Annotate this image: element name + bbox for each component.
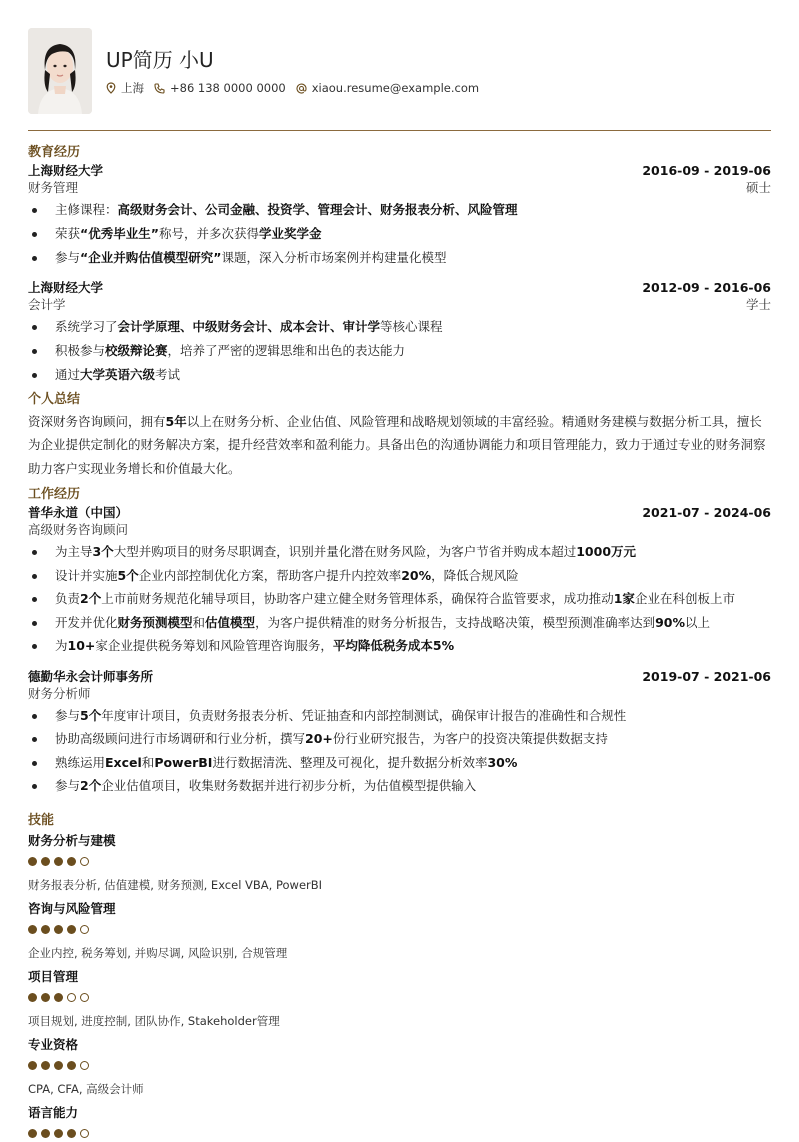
section-title: 技能: [28, 812, 55, 828]
work-entry: [28, 668, 771, 798]
bold-text: 90%: [655, 614, 685, 630]
text-run: 企业在科创板上市: [634, 591, 735, 607]
bullet-item: [28, 704, 771, 728]
text-run: 份行业研究报告，为客户的投资决策提供数据支持: [332, 731, 608, 747]
skill-name: 咨询与风险管理: [28, 900, 116, 916]
skill-entry: [28, 1036, 771, 1098]
text-run: 协助高级顾问进行市场调研和行业分析，撰写: [55, 731, 306, 747]
bullet-item: [28, 222, 771, 246]
text-run: 积极参与: [55, 343, 106, 359]
skill-keywords: CPA, CFA, 高级会计师: [28, 1081, 144, 1096]
school-name: 上海财经大学: [28, 163, 104, 178]
text-run: 称号，并多次获得: [158, 225, 259, 241]
rating-dot-icon: [41, 857, 50, 866]
rating-dot-icon: [67, 993, 76, 1002]
bold-text: 1000万元: [576, 544, 637, 560]
bold-text: 学业奖学金: [258, 225, 322, 241]
entry-header: [28, 162, 771, 179]
job-title: 高级财务咨询顾问: [28, 522, 129, 538]
bullet-item: [28, 611, 771, 635]
text-run: 考试: [155, 366, 181, 382]
bold-text: 大学英语六级: [80, 366, 156, 382]
bold-text: 2个: [80, 778, 102, 794]
location-pin-icon: [106, 82, 116, 94]
bold-text: 5个: [117, 567, 139, 583]
skill-entry: [28, 900, 771, 962]
email-text[interactable]: xiaou.resume@example.com: [311, 81, 480, 95]
bullet-list: [28, 198, 771, 269]
rating-dot-icon: [54, 1061, 63, 1070]
bold-text: 财务预测模型: [117, 614, 193, 630]
email-item[interactable]: [296, 80, 479, 96]
entry-header: [28, 504, 771, 521]
major: 会计学: [28, 297, 66, 313]
phone-icon: [154, 83, 165, 94]
rating-dot-icon: [28, 993, 37, 1002]
skill-entry: [28, 832, 771, 894]
resume-body: [28, 144, 771, 1142]
bullet-item: [28, 198, 771, 222]
bullet-item: [28, 315, 771, 339]
profile-photo: [28, 28, 92, 114]
degree: 学士: [745, 297, 771, 313]
bold-text: 平均降低税务成本5%: [332, 638, 455, 654]
text-run: 资深财务咨询顾问，拥有: [28, 413, 166, 429]
skill-name: 财务分析与建模: [28, 832, 116, 848]
bullet-item: [28, 540, 771, 564]
company-name: 德勤华永会计师事务所: [28, 668, 154, 684]
degree: 硕士: [745, 180, 771, 195]
text-run: ，降低合规风险: [431, 567, 519, 583]
section-title: 教育经历: [28, 145, 81, 160]
rating-dot-icon: [41, 1129, 50, 1138]
rating-dot-icon: [80, 1129, 89, 1138]
rating-dot-icon: [28, 1129, 37, 1138]
rating-dot-icon: [80, 1061, 89, 1070]
bold-text: 5个: [80, 707, 102, 723]
skill-name: 语言能力: [28, 1104, 79, 1120]
work-section: [28, 486, 771, 798]
text-run: 熟练运用: [55, 754, 106, 770]
contact-info: [106, 80, 489, 96]
text-run: 家企业提供税务筹划和风险管理咨询服务，: [95, 638, 333, 654]
entry-header: [28, 668, 771, 685]
entry-subheader: [28, 521, 771, 538]
text-run: 和: [141, 754, 155, 770]
text-run: 大型并购项目的财务尽职调查，识别并量化潜在财务风险，为客户节省并购成本超过: [113, 544, 577, 560]
rating-dot-icon: [80, 993, 89, 1002]
text-run: 负责: [55, 591, 81, 607]
rating-dot-icon: [67, 857, 76, 866]
work-entry: [28, 504, 771, 658]
text-run: ，为客户提供精准的财务分析报告，支持战略决策，模型预测准确率达到: [255, 614, 656, 630]
education-entry: [28, 279, 771, 386]
at-sign-icon: [296, 83, 307, 94]
entry-subheader: [28, 296, 771, 313]
bold-text: 20%: [401, 567, 432, 583]
text-run: ，培养了严密的逻辑思维和出色的表达能力: [167, 343, 406, 359]
rating-dot-icon: [54, 1129, 63, 1138]
text-run: 通过: [55, 366, 81, 382]
rating-dot-icon: [28, 857, 37, 866]
bullet-item: [28, 634, 771, 658]
text-run: 等核心课程: [380, 319, 443, 335]
skill-level-rating: [28, 854, 771, 870]
skill-entry: [28, 968, 771, 1030]
bold-text: 会计学原理、中级财务会计、成本会计、审计学: [117, 319, 381, 335]
location-text: 上海: [121, 81, 144, 95]
text-run: 开发并优化: [55, 614, 118, 630]
bullet-item: [28, 564, 771, 588]
bold-text: Excel: [105, 754, 142, 770]
text-run: 课题，深入分析市场案例并构建量化模型: [221, 249, 447, 265]
text-run: 荣获: [55, 225, 81, 241]
bold-text: 高级财务会计、公司金融、投资学、管理会计、财务报表分析、风险管理: [117, 202, 518, 217]
rating-dot-icon: [54, 857, 63, 866]
skill-keywords: 项目规划, 进度控制, 团队协作, Stakeholder管理: [28, 1013, 280, 1028]
bold-text: 校级辩论赛: [105, 343, 168, 359]
text-run: 以上: [685, 614, 711, 630]
phone-text: +86 138 0000 0000: [170, 81, 286, 95]
rating-dot-icon: [28, 925, 37, 934]
bold-text: 30%: [487, 754, 518, 770]
skill-entry: [28, 1104, 771, 1142]
bullet-item: [28, 774, 771, 798]
resume-header: [28, 28, 771, 114]
rating-dot-icon: [28, 1061, 37, 1070]
bold-text: 估值模型: [205, 614, 256, 630]
skill-name: 专业资格: [28, 1036, 79, 1052]
rating-dot-icon: [54, 925, 63, 934]
skill-level-rating: [28, 922, 771, 938]
bullet-list: [28, 315, 771, 386]
summary-text: [28, 410, 771, 481]
entry-header: [28, 279, 771, 296]
bullet-list: [28, 704, 771, 798]
bullet-item: [28, 751, 771, 775]
text-run: 系统学习了: [55, 319, 118, 335]
rating-dot-icon: [41, 925, 50, 934]
section-title: 个人总结: [28, 391, 81, 407]
major: 财务管理: [28, 180, 79, 195]
text-run: 以上在财务分析、企业估值、风险管理和战略规划领域的丰富经验。精通财务建模与数据分析工具，擅长为企业提供定制化的财务解决方案，提升经营效率和盈利能力。具备出色的沟通协调能力和项目管理能力，致力于通过专业的财务洞察助力客户实现业务增长和价值最大化。: [28, 413, 766, 476]
text-run: 参与: [55, 778, 81, 794]
text-run: 为: [55, 638, 68, 654]
bold-text: 10+: [67, 638, 96, 654]
rating-dot-icon: [67, 1061, 76, 1070]
bold-text: 20+: [305, 731, 333, 747]
text-run: 企业内部控制优化方案，帮助客户提升内控效率: [138, 567, 402, 583]
education-section: [28, 144, 771, 387]
skill-name: 项目管理: [28, 968, 79, 984]
summary-section: [28, 391, 771, 481]
text-run: 主修课程：: [55, 202, 118, 217]
text-run: 参与: [55, 249, 81, 265]
location-item: [106, 80, 144, 96]
date-range: 2019-07 - 2021-06: [642, 668, 771, 684]
rating-dot-icon: [80, 925, 89, 934]
rating-dot-icon: [80, 857, 89, 866]
rating-dot-icon: [41, 1061, 50, 1070]
bullet-item: [28, 246, 771, 270]
bullet-item: [28, 727, 771, 751]
skill-level-rating: [28, 1126, 771, 1142]
bold-text: 1家: [613, 591, 635, 607]
bullet-item: [28, 363, 771, 387]
text-run: 进行数据清洗、整理及可视化，提升数据分析效率: [212, 754, 488, 770]
skill-keywords: 财务报表分析, 估值建模, 财务预测, Excel VBA, PowerBI: [28, 877, 323, 892]
text-run: 设计并实施: [55, 567, 118, 583]
entry-subheader: [28, 179, 771, 196]
date-range: 2021-07 - 2024-06: [642, 505, 771, 521]
education-entry: [28, 162, 771, 269]
bold-text: PowerBI: [154, 754, 213, 770]
bullet-list: [28, 540, 771, 658]
skills-section: [28, 812, 771, 1142]
section-title: 工作经历: [28, 487, 81, 503]
skill-keywords: 企业内控, 税务筹划, 并购尽调, 风险识别, 合规管理: [28, 945, 288, 960]
text-run: 和: [192, 614, 206, 630]
job-title: 财务分析师: [28, 685, 91, 701]
rating-dot-icon: [41, 993, 50, 1002]
school-name: 上海财经大学: [28, 280, 104, 296]
bold-text: “企业并购估值模型研究”: [80, 249, 222, 265]
bold-text: 3个: [92, 544, 114, 560]
text-run: 为主导: [55, 544, 93, 560]
phone-item: [154, 80, 286, 96]
text-run: 上市前财务规范化辅导项目，协助客户建立健全财务管理体系，确保符合监管要求，成功推动: [101, 591, 614, 607]
rating-dot-icon: [54, 993, 63, 1002]
candidate-name: UP简历 小U: [106, 48, 214, 72]
bold-text: 2个: [80, 591, 102, 607]
company-name: 普华永道（中国）: [28, 505, 129, 521]
bullet-item: [28, 587, 771, 611]
text-run: 企业估值项目，收集财务数据并进行初步分析，为估值模型提供输入: [101, 778, 477, 794]
date-range: 2016-09 - 2019-06: [642, 163, 771, 178]
text-run: 年度审计项目，负责财务报表分析、凭证抽查和内部控制测试，确保审计报告的准确性和合规性: [101, 707, 627, 723]
skill-level-rating: [28, 990, 771, 1006]
bold-text: “优秀毕业生”: [80, 225, 159, 241]
header-divider: [28, 130, 771, 131]
entry-subheader: [28, 685, 771, 702]
text-run: 参与: [55, 707, 81, 723]
date-range: 2012-09 - 2016-06: [642, 280, 771, 296]
skill-level-rating: [28, 1058, 771, 1074]
rating-dot-icon: [67, 1129, 76, 1138]
bold-text: 5年: [165, 413, 187, 429]
bullet-item: [28, 339, 771, 363]
rating-dot-icon: [67, 925, 76, 934]
